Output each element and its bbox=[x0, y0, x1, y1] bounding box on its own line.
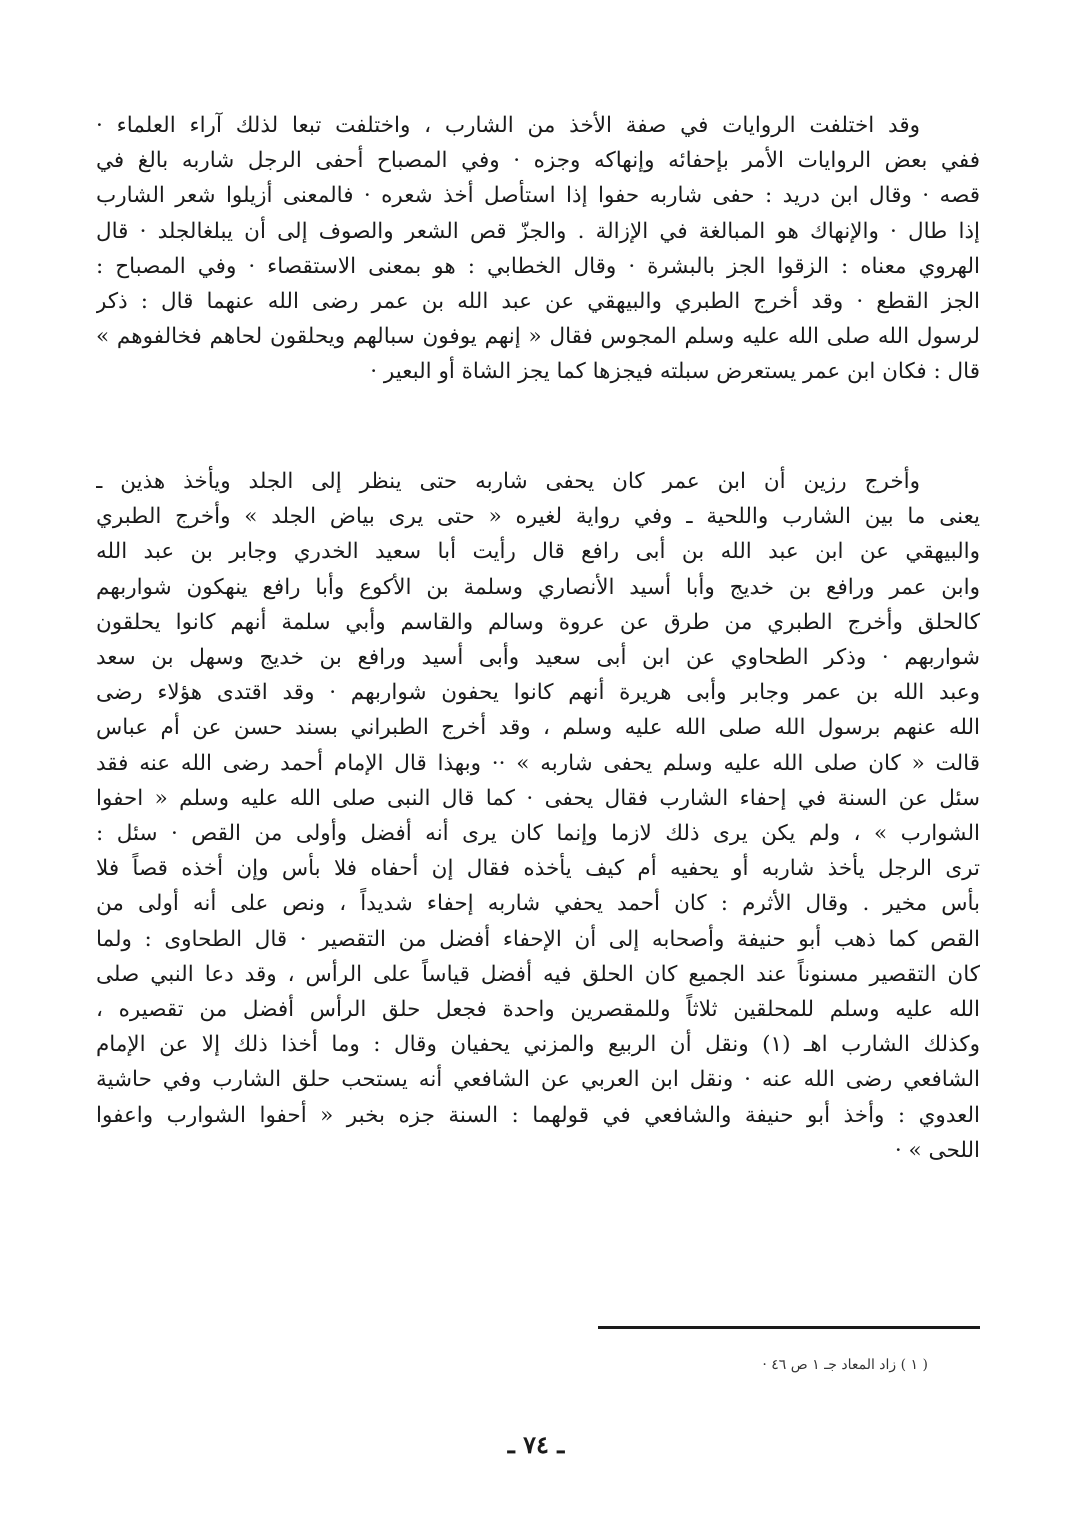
page-number: ـ ٧٤ ـ bbox=[507, 1430, 565, 1459]
paragraph-line: كان التقصير مسنوناً عند الجميع كان الحلق فيه أفضل قياساً على الرأس ، وقد دعا النبي صلى bbox=[96, 961, 980, 987]
footnote: ( ١ ) زاد المعاد جـ ١ ص ٤٦ · bbox=[762, 1357, 928, 1373]
paragraph-line: وكذلك الشارب اهـ (١) ونقل أن الربيع والمزني يحفيان وقال : وما أخذا ذلك إلا عن الإمام bbox=[96, 1032, 980, 1058]
paragraph-line: بأس مخير . وقال الأثرم : كان أحمد يحفي شاربه إحفاء شديداً ، ونص على أنه أولى من bbox=[96, 891, 980, 917]
paragraph-line: يعنى ما بين الشارب واللحية ـ وفي رواية لغيره « حتى يرى بياض الجلد » وأخرج الطبري bbox=[96, 504, 980, 530]
paragraph-line: شواربهم · وذكر الطحاوي عن ابن أبى سعيد وأبى أسيد ورافع بن خديج وسهل بن سعد bbox=[96, 645, 980, 671]
paragraph-line: وعبد الله بن عمر وجابر وأبى هريرة أنهم كانوا يحفون شواربهم · وقد اقتدى هؤلاء رضى bbox=[96, 680, 980, 706]
paragraph-line: وقد اختلفت الروايات في صفة الأخذ من الشارب ، واختلفت تبعا لذلك آراء العلماء · bbox=[96, 113, 920, 138]
footnote-divider bbox=[598, 1326, 980, 1329]
paragraph-line: الله عنهم برسول الله صلى الله عليه وسلم ، وقد أخرج الطبراني بسند حسن عن أم عباس bbox=[96, 715, 980, 741]
paragraph-line: وأخرج رزين أن ابن عمر كان يحفى شاربه حتى ينظر إلى الجلد ويأخذ هذين ـ bbox=[96, 469, 920, 494]
paragraph-line: لرسول الله صلى الله عليه وسلم المجوس فقال « إنهم يوفون سبالهم ويحلقون لحاهم فخالفوهم » bbox=[96, 324, 980, 350]
paragraph-line: الشوارب » ، ولم يكن يرى ذلك لازما وإنما كان يرى أنه أفضل وأولى من القص · سئل : bbox=[96, 821, 980, 847]
paragraph-line: الشافعي رضى الله عنه · ونقل ابن العربي عن الشافعي أنه يستحب حلق الشارب وفي حاشية bbox=[96, 1067, 980, 1093]
paragraph-line: ففي بعض الروايات الأمر بإحفائه وإنهاكه وجزه · وفي المصباح أحفى الرجل شاربه بالغ في bbox=[96, 148, 980, 174]
paragraph-line: الهروي معناه : الزقوا الجز بالبشرة · وقال الخطابي : هو بمعنى الاستقصاء · وفي المصباح : bbox=[96, 253, 980, 279]
paragraph-line: إذا طال · والإنهاك هو المبالغة في الإزالة . والجزّ قص الشعر والصوف إلى أن يبلغالجلد · قال bbox=[96, 218, 980, 244]
paragraph-line: وابن عمر ورافع بن خديج وأبا أسيد الأنصاري وسلمة بن الأكوع وأبا رافع ينهكون شواربهم bbox=[96, 574, 980, 600]
paragraph-2 bbox=[96, 464, 980, 1168]
paragraph-line: سئل عن السنة في إحفاء الشارب فقال يحفى · كما قال النبى صلى الله عليه وسلم « احفوا bbox=[96, 785, 980, 811]
paragraph-line: قصه · وقال ابن دريد : حفى شاربه حفوا إذا استأصل أخذ شعره · فالمعنى أزيلوا شعر الشارب bbox=[96, 183, 980, 209]
paragraph-line: العدوي : وأخذ أبو حنيفة والشافعي في قولهما : السنة جزه بخبر « أحفوا الشوارب واعفوا bbox=[96, 1102, 980, 1128]
paragraph-line: الله عليه وسلم للمحلقين ثلاثاً وللمقصرين واحدة فجعل حلق الرأس أفضل من تقصيره ، bbox=[96, 997, 980, 1023]
paragraph-line: القص كما ذهب أبو حنيفة وأصحابه إلى أن الإحفاء أفضل من التقصير · قال الطحاوى : ولما bbox=[96, 926, 980, 952]
paragraph-line: والبيهقي عن ابن عبد الله بن أبى رافع قال رأيت أبا سعيد الخدري وجابر بن عبد الله bbox=[96, 539, 980, 565]
paragraph-1 bbox=[96, 108, 980, 390]
paragraph-line: قالت « كان صلى الله عليه وسلم يحفى شاربه » ·· وبهذا قال الإمام أحمد رضى الله عنه فقد bbox=[96, 750, 980, 776]
paragraph-line: ترى الرجل يأخذ شاربه أو يحفيه أم كيف يأخذه فقال إن أحفاه فلا بأس وإن أخذه قصاً فلا bbox=[96, 856, 980, 882]
paragraph-line: كالحلق وأخرج الطبري من طرق عن عروة وسالم والقاسم وأبي سلمة أنهم كانوا يحلقون bbox=[96, 609, 980, 635]
paragraph-line: اللحى » · bbox=[894, 1137, 980, 1163]
paragraph-line: قال : فكان ابن عمر يستعرض سبلته فيجزها كما يجز الشاة أو البعير · bbox=[370, 359, 980, 385]
paragraph-line: الجز القطع · وقد أخرج الطبري والبيهقي عن عبد الله بن عمر رضى الله عنهما قال : ذكر bbox=[96, 289, 980, 315]
